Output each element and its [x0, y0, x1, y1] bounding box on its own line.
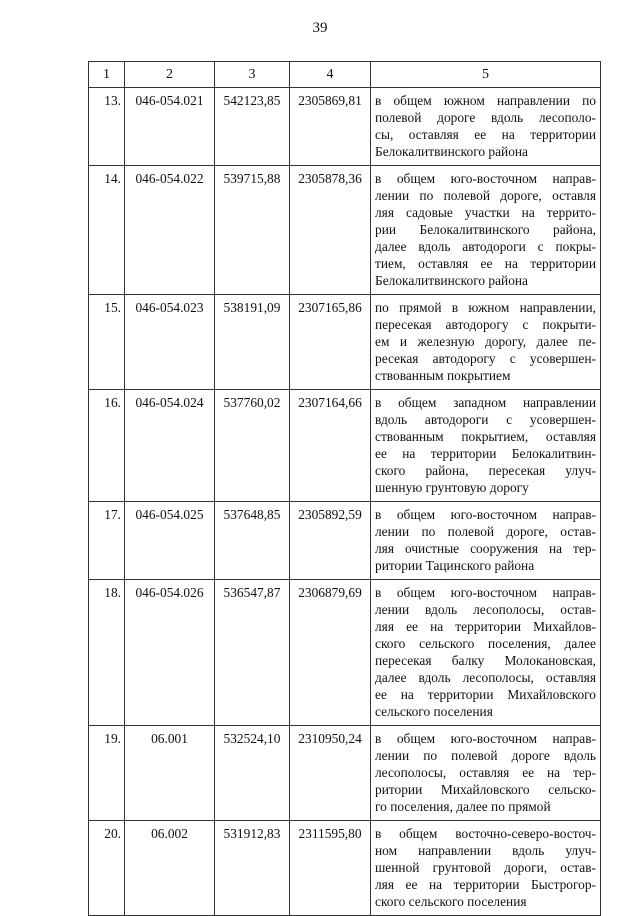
description-line: в общем южном направлении по	[375, 93, 596, 108]
row-number-cell: 14.	[89, 166, 125, 295]
table-row	[89, 580, 601, 726]
row-number-cell: 15.	[89, 295, 125, 390]
description-line: ритории Михайловского сельско-	[375, 782, 596, 797]
description-line: ресекая автодорогу с усовершен-	[375, 351, 596, 366]
description-line: ляя ее на территории Быстрогор-	[375, 877, 596, 892]
description-cell	[371, 726, 601, 821]
table-row	[89, 166, 601, 295]
description-line: в общем юго-восточном направ-	[375, 585, 596, 600]
description-line: ритории Тацинского района	[375, 558, 535, 573]
y-coordinate-cell: 2307164,66	[290, 390, 371, 502]
row-number-cell: 16.	[89, 390, 125, 502]
description-line: ее на территории Михайловского	[375, 687, 596, 702]
description-line: сельского поселения	[375, 704, 493, 719]
y-coordinate-cell: 2305878,36	[290, 166, 371, 295]
row-number-cell: 19.	[89, 726, 125, 821]
description-line: шенной грунтовой дороги, остав-	[375, 860, 596, 875]
description-line: в общем юго-восточном направ-	[375, 507, 596, 522]
description-line: ствованным покрытием	[375, 368, 511, 383]
description-line: ляя садовые участки на террито-	[375, 205, 596, 220]
description-line: в общем юго-восточном направ-	[375, 731, 596, 746]
description-line: ном направлении вдоль улуч-	[375, 843, 596, 858]
row-number-cell: 17.	[89, 502, 125, 580]
description-cell	[371, 166, 601, 295]
description-line: в общем восточно-северо-восточ-	[375, 826, 596, 841]
description-line: ем и железную дорогу, далее пе-	[375, 334, 596, 349]
column-header: 3	[215, 62, 290, 88]
table-row	[89, 390, 601, 502]
column-header: 5	[371, 62, 601, 88]
boundary-table	[88, 61, 601, 916]
description-line: тием, оставляя ее на территории	[375, 256, 596, 271]
description-line: лении вдоль лесополосы, остав-	[375, 602, 596, 617]
column-header: 2	[125, 62, 215, 88]
description-line: Белокалитвинского района	[375, 144, 529, 159]
x-coordinate-cell: 537648,85	[215, 502, 290, 580]
point-id-cell: 06.002	[125, 821, 215, 916]
y-coordinate-cell: 2311595,80	[290, 821, 371, 916]
column-header: 1	[89, 62, 125, 88]
point-id-cell: 046-054.024	[125, 390, 215, 502]
table-header-row	[89, 62, 601, 88]
y-coordinate-cell: 2305892,59	[290, 502, 371, 580]
point-id-cell: 046-054.026	[125, 580, 215, 726]
description-line: лении по полевой дороге, оставля	[375, 188, 596, 203]
point-id-cell: 046-054.021	[125, 88, 215, 166]
table-row	[89, 726, 601, 821]
table-row	[89, 502, 601, 580]
x-coordinate-cell: 537760,02	[215, 390, 290, 502]
row-number-cell: 13.	[89, 88, 125, 166]
description-line: рии Белокалитвинского района,	[375, 222, 596, 237]
description-line: ствованным покрытием, оставляя	[375, 429, 596, 444]
description-cell	[371, 88, 601, 166]
description-line: ее на территории Белокалитвин-	[375, 446, 596, 461]
point-id-cell: 06.001	[125, 726, 215, 821]
point-id-cell: 046-054.023	[125, 295, 215, 390]
description-line: лении по полевой дороге вдоль	[375, 748, 596, 763]
description-line: ского района, пересекая улуч-	[375, 463, 596, 478]
x-coordinate-cell: 538191,09	[215, 295, 290, 390]
description-line: ского сельского поселения, далее	[375, 636, 596, 651]
description-cell	[371, 390, 601, 502]
page-number: 39	[312, 20, 328, 36]
description-line: шенную грунтовую дорогу	[375, 480, 529, 495]
description-line: лесополосы, оставляя ее на тер-	[375, 765, 596, 780]
x-coordinate-cell: 542123,85	[215, 88, 290, 166]
description-line: по прямой в южном направлении,	[375, 300, 596, 315]
y-coordinate-cell: 2305869,81	[290, 88, 371, 166]
description-cell	[371, 295, 601, 390]
x-coordinate-cell: 539715,88	[215, 166, 290, 295]
description-line: пересекая балку Молокановская,	[375, 653, 596, 668]
x-coordinate-cell: 536547,87	[215, 580, 290, 726]
description-line: лении по полевой дороге, остав-	[375, 524, 596, 539]
y-coordinate-cell: 2310950,24	[290, 726, 371, 821]
description-line: далее вдоль автодороги с покры-	[375, 239, 596, 254]
point-id-cell: 046-054.022	[125, 166, 215, 295]
table-row	[89, 88, 601, 166]
description-line: ляя очистные сооружения на тер-	[375, 541, 596, 556]
point-id-cell: 046-054.025	[125, 502, 215, 580]
y-coordinate-cell: 2307165,86	[290, 295, 371, 390]
x-coordinate-cell: 531912,83	[215, 821, 290, 916]
table-row	[89, 821, 601, 916]
description-line: ского сельского поселения	[375, 894, 527, 909]
description-line: в общем юго-восточном направ-	[375, 171, 596, 186]
description-line: далее вдоль лесополосы, оставляя	[375, 670, 596, 685]
column-header: 4	[290, 62, 371, 88]
y-coordinate-cell: 2306879,69	[290, 580, 371, 726]
description-cell	[371, 580, 601, 726]
row-number-cell: 18.	[89, 580, 125, 726]
description-line: полевой дороге вдоль лесополо-	[375, 110, 596, 125]
description-cell	[371, 821, 601, 916]
row-number-cell: 20.	[89, 821, 125, 916]
description-line: в общем западном направлении	[375, 395, 596, 410]
description-line: вдоль автодороги с усовершен-	[375, 412, 596, 427]
description-line: ляя ее на территории Михайлов-	[375, 619, 596, 634]
x-coordinate-cell: 532524,10	[215, 726, 290, 821]
description-line: Белокалитвинского района	[375, 273, 529, 288]
description-line: пересекая автодорогу с покрыти-	[375, 317, 596, 332]
description-line: сы, оставляя ее на территории	[375, 127, 596, 142]
description-cell	[371, 502, 601, 580]
description-line: го поселения, далее по прямой	[375, 799, 551, 814]
table-row	[89, 295, 601, 390]
